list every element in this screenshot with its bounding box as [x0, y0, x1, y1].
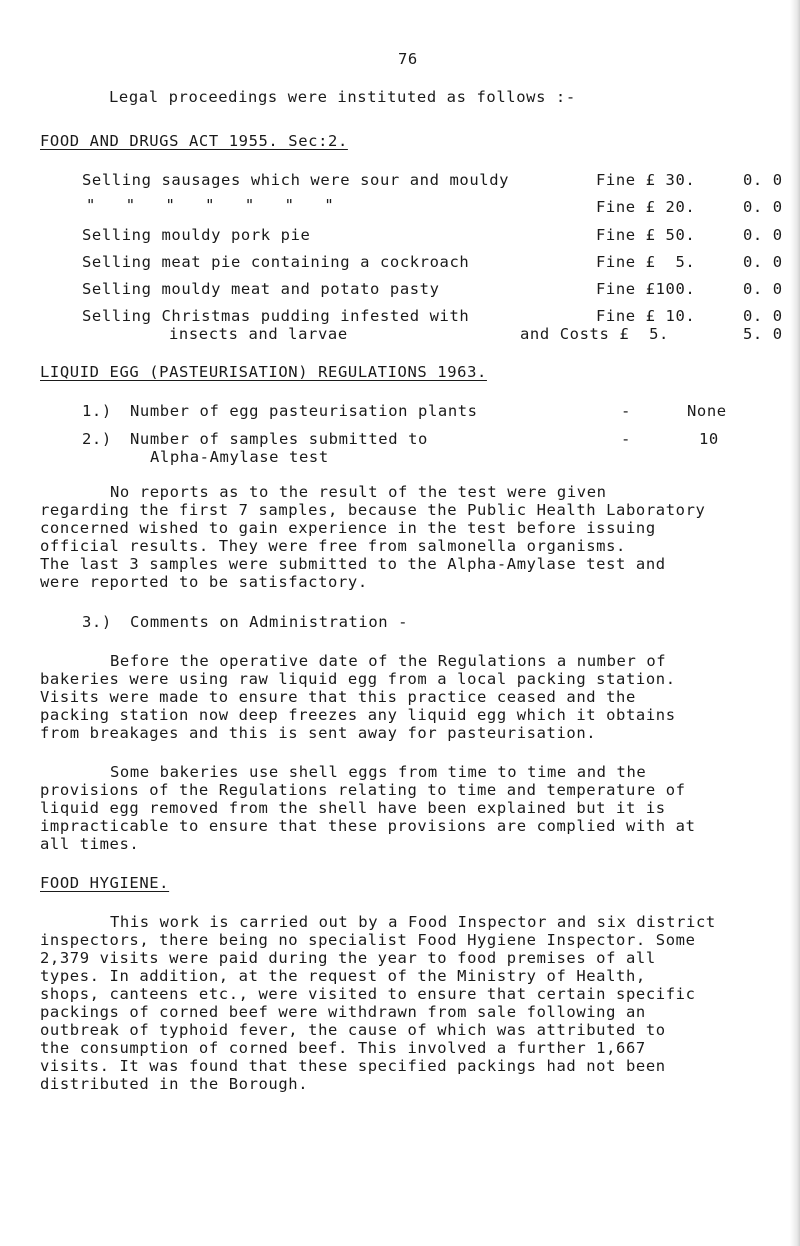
item-2-dash: -	[621, 430, 631, 448]
para4-line-8: the consumption of corned beef. This involved a further 1,667	[40, 1039, 646, 1057]
para4-line-2: inspectors, there being no specialist Food Hygiene Inspector. Some	[40, 931, 696, 949]
para1-line-3: concerned wished to gain experience in the test before issuing	[40, 519, 656, 537]
para4-line-1: This work is carried out by a Food Inspector and six district	[110, 913, 716, 931]
amount-row-5: 0. 0	[743, 280, 783, 298]
food-drugs-heading: FOOD AND DRUGS ACT 1955. Sec:2.	[40, 132, 348, 150]
para2-line-3: Visits were made to ensure that this practice ceased and the	[40, 688, 636, 706]
item-2-continuation: Alpha-Amylase test	[150, 448, 329, 466]
para2-line-1: Before the operative date of the Regulations a number of	[110, 652, 667, 670]
penalty-row-5: Fine £100.	[596, 280, 696, 298]
item-3-label: Comments on Administration -	[130, 613, 409, 631]
offence-row-1: Selling sausages which were sour and mouldy	[82, 171, 510, 189]
penalty-row-7-costs: and Costs £ 5.	[520, 325, 669, 343]
offence-row-2-ditto: " " " " " " "	[86, 196, 335, 214]
penalty-row-2: Fine £ 20.	[596, 198, 696, 216]
para4-line-5: shops, canteens etc., were visited to ensure that certain specific	[40, 985, 696, 1003]
para2-line-2: bakeries were using raw liquid egg from a local packing station.	[40, 670, 676, 688]
offence-row-6: Selling Christmas pudding infested with	[82, 307, 470, 325]
amount-row-2: 0. 0	[743, 198, 783, 216]
item-2-value: 10	[699, 430, 719, 448]
para4-line-6: packings of corned beef were withdrawn from sale following an	[40, 1003, 646, 1021]
para3-line-2: provisions of the Regulations relating to time and temperature of	[40, 781, 686, 799]
para4-line-4: types. In addition, at the request of the Ministry of Health,	[40, 967, 646, 985]
para1-line-4: official results. They were free from salmonella organisms.	[40, 537, 626, 555]
para2-line-5: from breakages and this is sent away for pasteurisation.	[40, 724, 597, 742]
para1-line-6: were reported to be satisfactory.	[40, 573, 368, 591]
para4-line-9: visits. It was found that these specified packings had not been	[40, 1057, 666, 1075]
page-number: 76	[398, 50, 418, 68]
intro-text: Legal proceedings were instituted as follows :-	[109, 88, 576, 106]
amount-row-7: 5. 0	[743, 325, 783, 343]
item-2-label: Number of samples submitted to	[130, 430, 428, 448]
amount-row-6: 0. 0	[743, 307, 783, 325]
item-2-number: 2.)	[82, 430, 112, 448]
offence-row-6-continuation: insects and larvae	[169, 325, 348, 343]
penalty-row-1: Fine £ 30.	[596, 171, 696, 189]
food-hygiene-heading: FOOD HYGIENE.	[40, 874, 170, 892]
amount-row-4: 0. 0	[743, 253, 783, 271]
para2-line-4: packing station now deep freezes any liquid egg which it obtains	[40, 706, 676, 724]
para1-line-1: No reports as to the result of the test were given	[110, 483, 607, 501]
item-1-number: 1.)	[82, 402, 112, 420]
para3-line-3: liquid egg removed from the shell have been explained but it is	[40, 799, 666, 817]
para3-line-5: all times.	[40, 835, 140, 853]
offence-row-4: Selling meat pie containing a cockroach	[82, 253, 470, 271]
para1-line-5: The last 3 samples were submitted to the Alpha-Amylase test and	[40, 555, 666, 573]
penalty-row-4: Fine £ 5.	[596, 253, 696, 271]
item-3-number: 3.)	[82, 613, 112, 631]
amount-row-3: 0. 0	[743, 226, 783, 244]
para4-line-3: 2,379 visits were paid during the year to food premises of all	[40, 949, 656, 967]
amount-row-1: 0. 0	[743, 171, 783, 189]
para4-line-7: outbreak of typhoid fever, the cause of which was attributed to	[40, 1021, 666, 1039]
item-1-dash: -	[621, 402, 631, 420]
offence-row-5: Selling mouldy meat and potato pasty	[82, 280, 440, 298]
page-edge-shadow	[790, 0, 800, 1246]
penalty-row-6: Fine £ 10.	[596, 307, 696, 325]
para1-line-2: regarding the first 7 samples, because the Public Health Laboratory	[40, 501, 706, 519]
para3-line-4: impracticable to ensure that these provisions are complied with at	[40, 817, 696, 835]
offence-row-3: Selling mouldy pork pie	[82, 226, 311, 244]
para4-line-10: distributed in the Borough.	[40, 1075, 309, 1093]
item-1-label: Number of egg pasteurisation plants	[130, 402, 478, 420]
para3-line-1: Some bakeries use shell eggs from time to time and the	[110, 763, 647, 781]
item-1-value: None	[687, 402, 727, 420]
penalty-row-3: Fine £ 50.	[596, 226, 696, 244]
liquid-egg-heading: LIQUID EGG (PASTEURISATION) REGULATIONS 1963.	[40, 363, 487, 381]
